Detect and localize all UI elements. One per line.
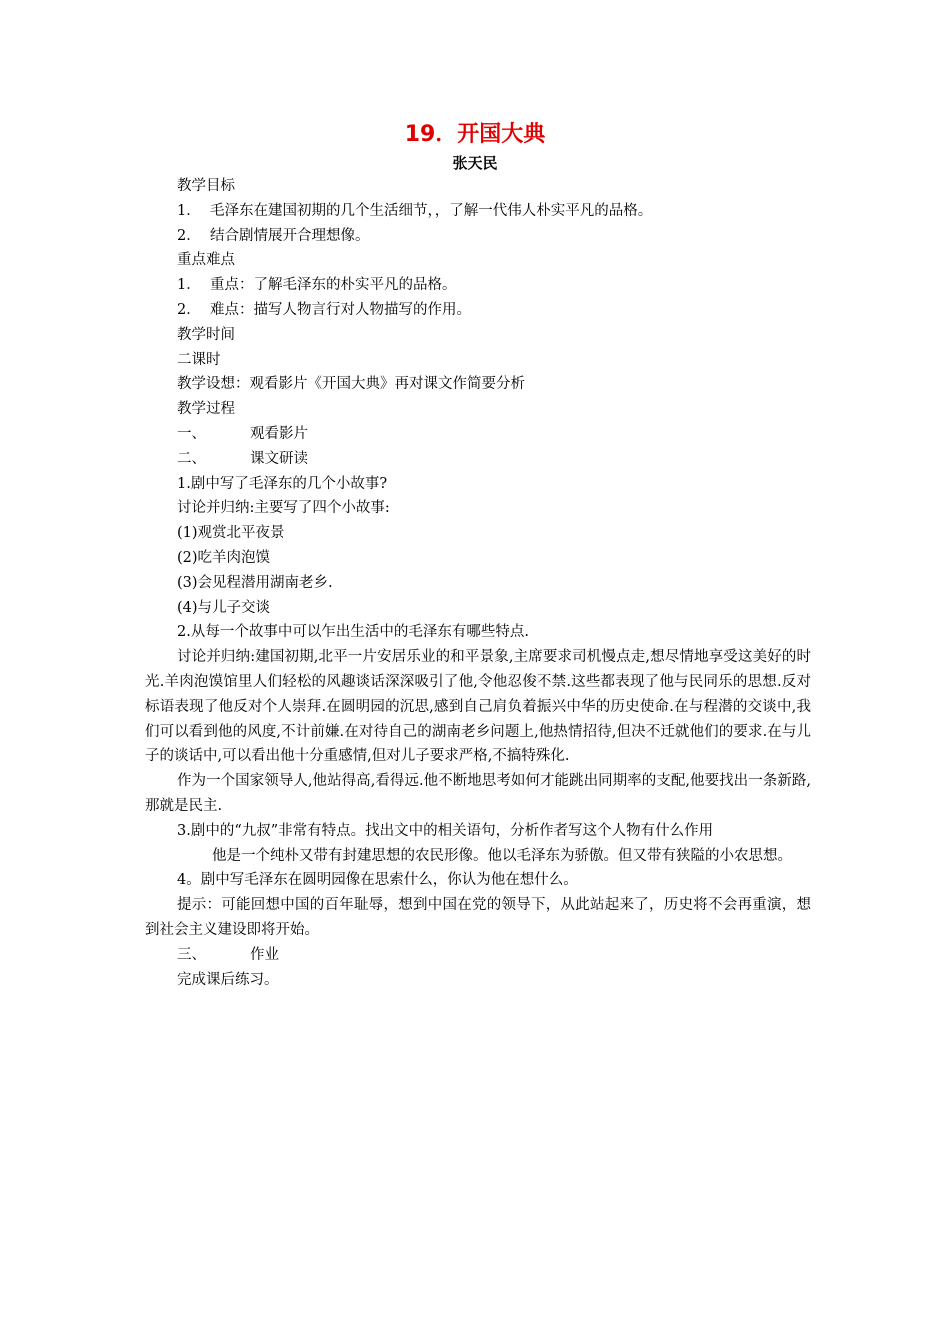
- section-heading-time: 教学时间: [177, 326, 235, 343]
- story-item-1: (1)观赏北平夜景: [177, 525, 285, 542]
- answer-4-hint: 提示：可能回想中国的百年耻辱，想到中国在党的领导下，从此站起来了，历史将不会再重演，想到社会主义建设即将开始。: [145, 897, 811, 938]
- process-step-2-label: 课文研读: [250, 450, 308, 467]
- question-2: 2.从每一个故事中可以乍出生活中的毛泽东有哪些特点.: [177, 624, 529, 641]
- story-item-4: (4)与儿子交谈: [177, 599, 271, 616]
- question-4: 4。剧中写毛泽东在圆明园像在思索什么，你认为他在想什么。: [177, 872, 578, 889]
- question-3: 3.剧中的“九叔”非常有特点。找出文中的相关语句，分析作者写这个人物有什么作用: [177, 822, 714, 839]
- objective-item-2: 2． 结合剧情展开合理想像。: [177, 227, 370, 244]
- section-heading-objectives: 教学目标: [177, 178, 235, 194]
- process-step-1: [145, 422, 811, 447]
- page-title: 19．开国大典: [404, 122, 546, 147]
- process-step-1-label: 观看影片: [250, 425, 308, 442]
- question-1: 1.剧中写了毛泽东的几个小故事?: [177, 475, 388, 492]
- process-step-2-number: 二、: [177, 450, 206, 467]
- story-item-3: (3)会见程潜用湖南老乡.: [177, 574, 333, 591]
- key-point-item-2: 2． 难点：描写人物言行对人物描写的作用。: [177, 301, 471, 318]
- section-heading-key-points: 重点难点: [177, 252, 235, 269]
- answer-3-paragraph: 他是一个纯朴又带有封建思想的农民形像。他以毛泽东为骄傲。但又带有狭隘的小农思想。: [212, 847, 792, 864]
- teaching-time-value: 二课时: [177, 351, 221, 368]
- story-item-2: (2)吃羊肉泡馍: [177, 549, 271, 566]
- author-name: 张天民: [452, 154, 498, 172]
- process-step-3: [145, 943, 811, 968]
- homework-text: 完成课后练习。: [177, 971, 279, 988]
- process-step-3-label: 作业: [250, 946, 279, 963]
- process-step-2: [145, 447, 811, 472]
- process-step-3-number: 三、: [177, 946, 206, 963]
- key-point-item-1: 1． 重点：了解毛泽东的朴实平凡的品格。: [177, 277, 457, 294]
- document-body: [145, 174, 811, 992]
- teaching-plan: 教学设想：观看影片《开国大典》再对课文作简要分析: [177, 376, 525, 393]
- leader-paragraph: 作为一个国家领导人,他站得高,看得远.他不断地思考如何才能跳出同期率的支配,他要找出一条新路,那就是民主.: [145, 773, 811, 814]
- objective-item-1: 1． 毛泽东在建国初期的几个生活细节，，了解一代伟人朴实平凡的品格。: [177, 202, 653, 219]
- process-step-1-number: 一、: [177, 425, 206, 442]
- answer-2-paragraph: 讨论并归纳:建国初期,北平一片安居乐业的和平景象,主席要求司机慢点走,想尽情地享受这美好的时光.羊肉泡馍馆里人们轻松的风趣谈话深深吸引了他,令他忍俊不禁.这些都表现了他与民同乐的思想.反对标语表现了他反对个人崇拜.在圆明园的沉思,感到自己肩负着振兴中华的历史使命.在与程潜的交谈中,我们可以看到他的风度,不计前嫌.在对待自己的湖南老乡问题上,他热情招待,但决不迁就他们的要求.在与儿子的谈话中,可以看出他十分重感情,但对儿子要求严格,不搞特殊化.: [145, 649, 811, 765]
- section-heading-process: 教学过程: [177, 401, 235, 418]
- answer-1-summary: 讨论并归纳:主要写了四个小故事:: [177, 500, 390, 517]
